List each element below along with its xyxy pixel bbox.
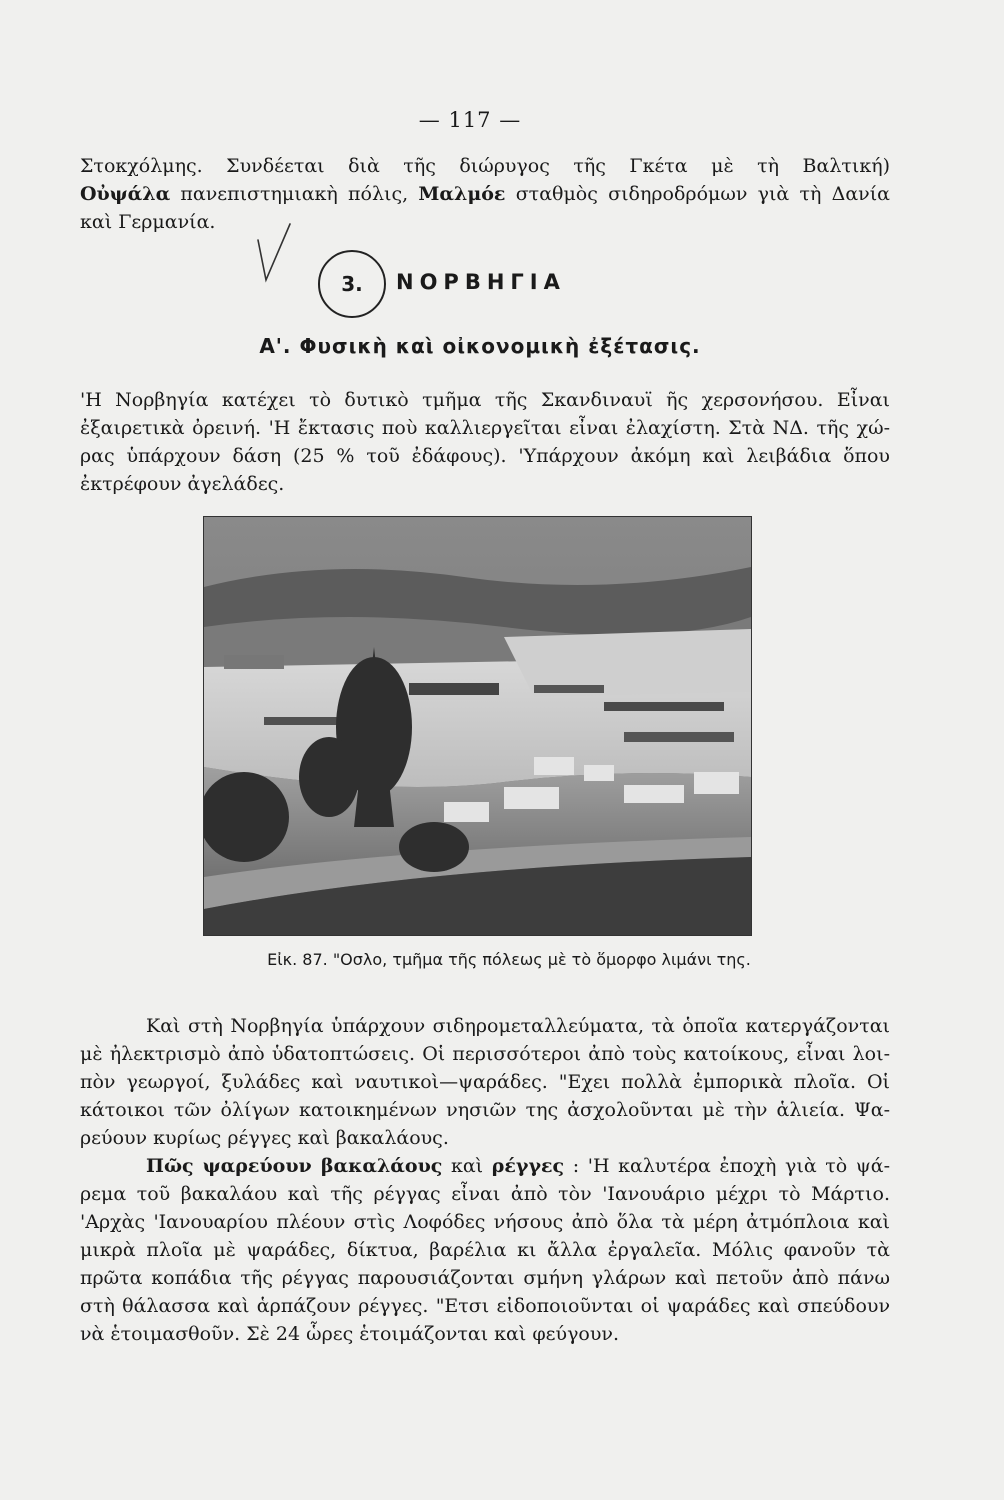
paragraph-line: Καὶ στὴ Νορβηγία ὑπάρχουν σιδηρομεταλλεύματα, τὰ ὁποῖα κατεργάζονται — [146, 1015, 890, 1037]
paragraph-line: ἐκτρέφουν ἀγελάδες. — [80, 473, 285, 495]
paragraph-geography — [80, 386, 890, 498]
chapter-title: ΝΟΡΒΗΓΙΑ — [396, 270, 566, 294]
intro-line-2 — [80, 180, 890, 208]
intro-line-2-text-a: πανεπιστημιακὴ πόλις, — [170, 183, 419, 205]
paragraph-line: στὴ θάλασσα καὶ ἁρπάζουν ρέγγες. "Ετσι εἰδοποιοῦνται οἱ ψαράδες καὶ σπεύδουν — [80, 1295, 890, 1317]
handwritten-check-mark — [250, 218, 310, 284]
intro-paragraph — [80, 152, 890, 236]
conjunction-text: καὶ — [442, 1155, 492, 1177]
paragraph-line: ρεμα τοῦ βακαλάου καὶ τῆς ρέγγας εἶναι ἀπὸ τὸν 'Ιανουάριο μέχρι τὸ Μάρτιο. — [80, 1183, 890, 1205]
page-number: — 117 — — [418, 108, 522, 132]
chapter-number-circled: 3. — [318, 250, 386, 318]
subheading-herring: ρέγγες — [491, 1155, 565, 1177]
figure-caption: Εἰκ. 87. "Οσλο, τμῆμα τῆς πόλεως μὲ τὸ ὅμορφο λιμάνι της. — [267, 950, 751, 969]
paragraph-economy — [80, 1012, 890, 1152]
paragraph-line: πὸν γεωργοί, ξυλάδες καὶ ναυτικοὶ—ψαράδες. "Εχει πολλὰ ἐμπορικὰ πλοῖα. Οἱ — [80, 1071, 890, 1093]
paragraph-fishing — [80, 1152, 890, 1348]
photo-illustration — [204, 517, 751, 935]
paragraph-line: νὰ ἑτοιμασθοῦν. Σὲ 24 ὧρες ἑτοιμάζονται καὶ φεύγουν. — [80, 1323, 620, 1345]
intro-line-3: καὶ Γερμανία. — [80, 211, 216, 233]
oslo-harbour-photo — [203, 516, 752, 936]
paragraph-line: 'Η Νορβηγία κατέχει τὸ δυτικὸ τμῆμα τῆς Σκανδιναυϊ ῆς χερσονήσου. Εἶναι — [80, 389, 890, 411]
paragraph-line: μικρὰ πλοῖα μὲ ψαράδες, δίκτυα, βαρέλια κι ἄλλα ἐργαλεῖα. Μόλις φανοῦν τὰ — [80, 1239, 890, 1261]
chapter-heading — [318, 262, 566, 302]
intro-line-1: Στοκχόλμης. Συνδέεται διὰ τῆς διώρυγος τῆς Γκέτα μὲ τὴ Βαλτική) — [80, 155, 890, 177]
paragraph-line: ἐξαιρετικὰ ὀρεινή. 'Η ἔκτασις ποὺ καλλιεργεῖται εἶναι ἐλαχίστη. Στὰ ΝΔ. τῆς χώ- — [80, 417, 890, 439]
intro-line-2-text-b: σταθμὸς σιδηροδρόμων γιὰ τὴ Δανία — [505, 183, 890, 205]
paragraph-line — [80, 1152, 890, 1180]
paragraph-line: πρῶτα κοπάδια τῆς ρέγγας παρουσιάζονται σμήνη γλάρων καὶ πετοῦν ἀπὸ πάνω — [80, 1267, 890, 1289]
section-heading: Α'. Φυσικὴ καὶ οἰκονομικὴ ἐξέτασις. — [259, 334, 701, 358]
paragraph-line: μὲ ἠλεκτρισμὸ ἀπὸ ὑδατοπτώσεις. Οἱ περισσότεροι ἀπὸ τοὺς κατοίκους, εἶναι λοι- — [80, 1043, 890, 1065]
paragraph-line: κάτοικοι τῶν ὀλίγων κατοικημένων νησιῶν της ἀσχολοῦνται μὲ τὴν ἁλιεία. Ψα- — [80, 1099, 890, 1121]
paragraph-line: ρας ὑπάρχουν δάση (25 % τοῦ ἐδάφους). 'Υπάρχουν ἀκόμη καὶ λειβάδια ὅπου — [80, 445, 890, 467]
city-upsala: Οὐψάλα — [80, 183, 171, 205]
paragraph-line-rest: : 'Η καλυτέρα ἐποχὴ γιὰ τὸ ψά- — [564, 1155, 890, 1177]
city-malmo: Μαλμόε — [418, 183, 506, 205]
paragraph-line: ρεύουν κυρίως ρέγγες καὶ βακαλάους. — [80, 1127, 449, 1149]
subheading-fishing: Πῶς ψαρεύουν βακαλάους — [146, 1155, 443, 1177]
paragraph-line: 'Αρχὰς 'Ιανουαρίου πλέουν στὶς Λοφόδες νήσους ἀπὸ ὅλα τὰ μέρη ἀτμόπλοια καὶ — [80, 1211, 890, 1233]
